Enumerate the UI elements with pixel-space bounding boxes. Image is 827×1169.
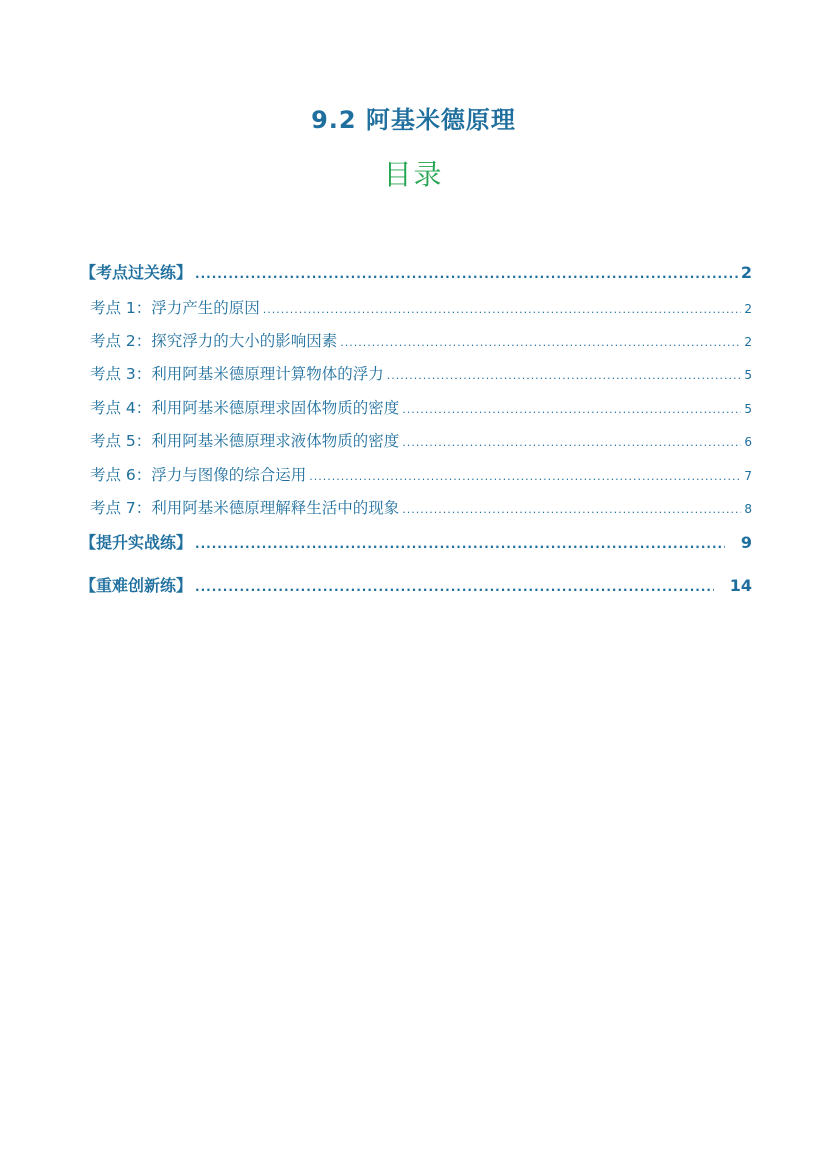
toc-page-number: 7 [744,469,752,483]
toc-page-number: 14 [729,576,752,595]
document-title: 9.2 阿基米德原理 [311,106,516,134]
toc-page-number: 5 [744,368,752,382]
toc-page-number: 9 [740,533,752,552]
toc-section-zhongnan-chuangxin[interactable] [80,573,752,596]
toc-page-number: 6 [744,435,752,449]
toc-section-label: 【重难创新练】 [80,576,193,595]
toc-item-label: 考点 4：利用阿基米德原理求固体物质的密度 [90,399,400,417]
toc-page-number: 2 [740,263,752,282]
toc-item-4[interactable] [90,396,752,418]
toc-leader-dots [195,537,725,551]
toc-leader-dots [263,303,742,316]
toc-section-label: 【考点过关练】 [80,263,193,282]
toc-section-tisheng-shizhan[interactable] [80,530,752,553]
toc-item-6[interactable] [90,463,752,485]
toc-section-label: 【提升实战练】 [80,533,193,552]
toc-page-number: 2 [744,302,752,316]
toc-leader-dots [402,403,741,416]
toc-leader-dots [309,470,741,483]
toc-section-kaodian-guoguan[interactable] [80,260,752,283]
toc-leader-dots [195,580,714,594]
toc-item-label: 考点 1：浮力产生的原因 [90,299,260,317]
toc-leader-dots [402,436,741,449]
toc-item-3[interactable] [90,362,752,384]
toc-heading: 目录 [383,158,444,191]
toc-item-5[interactable] [90,429,752,451]
toc-page-number: 5 [744,402,752,416]
toc-item-label: 考点 5：利用阿基米德原理求液体物质的密度 [90,432,400,450]
toc-leader-dots [402,503,741,516]
toc-item-label: 考点 2：探究浮力的大小的影响因素 [90,332,338,350]
toc-page-number: 8 [744,502,752,516]
toc-item-label: 考点 7：利用阿基米德原理解释生活中的现象 [90,499,400,517]
toc-page-number: 2 [744,335,752,349]
toc-leader-dots [340,336,741,349]
toc-item-2[interactable] [90,329,752,351]
toc-leader-dots [387,369,742,382]
toc-item-7[interactable] [90,496,752,518]
toc-item-1[interactable] [90,296,752,318]
toc-item-label: 考点 3：利用阿基米德原理计算物体的浮力 [90,365,384,383]
toc-item-label: 考点 6：浮力与图像的综合运用 [90,466,307,484]
toc-leader-dots [195,267,738,281]
